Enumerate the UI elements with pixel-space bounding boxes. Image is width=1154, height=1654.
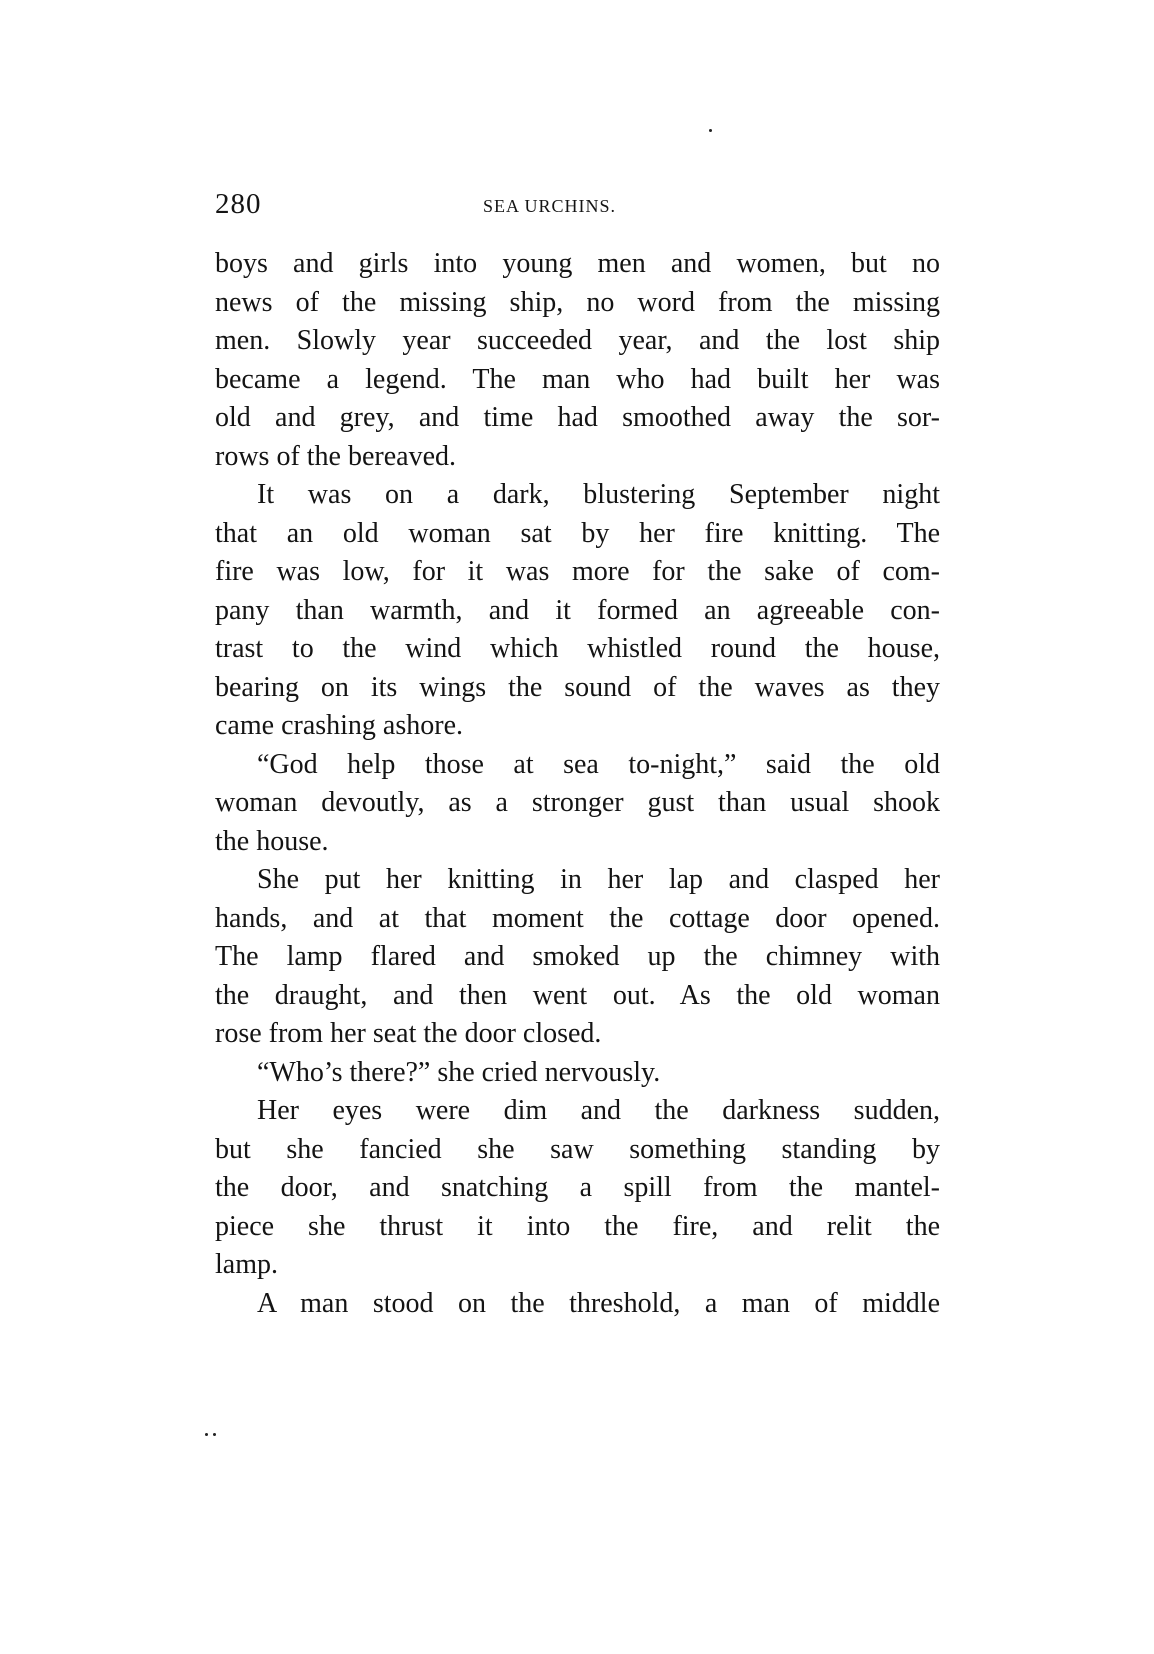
paragraph (215, 476, 940, 746)
paragraph (215, 1054, 940, 1093)
paragraph (215, 746, 940, 862)
paragraph (215, 1092, 940, 1285)
paragraph (215, 1285, 940, 1324)
ink-speck (213, 1433, 216, 1436)
text-line: woman devoutly, as a stronger gust than usual shook (215, 787, 940, 818)
text-line: the house. (215, 825, 329, 857)
page-header (215, 188, 940, 228)
text-line: Her eyes were dim and the darkness sudden, (257, 1095, 940, 1126)
text-line: old and grey, and time had smoothed away the sor- (215, 402, 940, 433)
text-line: rows of the bereaved. (215, 440, 457, 472)
text-line: pany than warmth, and it formed an agreeable con- (215, 594, 940, 626)
text-line: news of the missing ship, no word from the missing (215, 286, 940, 318)
text-line: the draught, and then went out. As the old woman (215, 979, 940, 1011)
text-line: bearing on its wings the sound of the waves as they (215, 671, 940, 703)
text-line: but she fancied she saw something standing by (215, 1133, 940, 1165)
text-line: hands, and at that moment the cottage door opened. (215, 902, 940, 934)
page-number: 280 (215, 188, 262, 220)
text-line: became a legend. The man who had built her was (215, 363, 940, 395)
running-head: SEA URCHINS. (483, 196, 617, 216)
text-line: that an old woman sat by her fire knitting. The (215, 517, 940, 549)
text-line: came crashing ashore. (215, 710, 463, 741)
text-line: The lamp flared and smoked up the chimney with (215, 941, 940, 972)
text-line: men. Slowly year succeeded year, and the lost ship (215, 325, 940, 356)
ink-speck (709, 129, 712, 132)
ink-speck (205, 1433, 208, 1436)
paragraph (215, 245, 940, 476)
body-text (215, 245, 940, 1323)
text-line: She put her knitting in her lap and clasped her (257, 864, 940, 895)
text-line: boys and girls into young men and women, but no (215, 248, 940, 279)
paragraph (215, 861, 940, 1054)
text-line: rose from her seat the door closed. (215, 1018, 602, 1049)
text-line: It was on a dark, blustering September night (257, 479, 940, 510)
text-line: A man stood on the threshold, a man of middle (257, 1287, 940, 1319)
text-line: the door, and snatching a spill from the mantel- (215, 1172, 940, 1203)
text-line: “God help those at sea to-night,” said the old (257, 748, 940, 780)
text-line: fire was low, for it was more for the sake of com- (215, 556, 940, 587)
text-line: “Who’s there?” she cried nervously. (257, 1056, 661, 1088)
text-line: trast to the wind which whistled round the house, (215, 633, 940, 664)
text-line: piece she thrust it into the fire, and relit the (215, 1210, 940, 1242)
text-line: lamp. (215, 1249, 278, 1280)
